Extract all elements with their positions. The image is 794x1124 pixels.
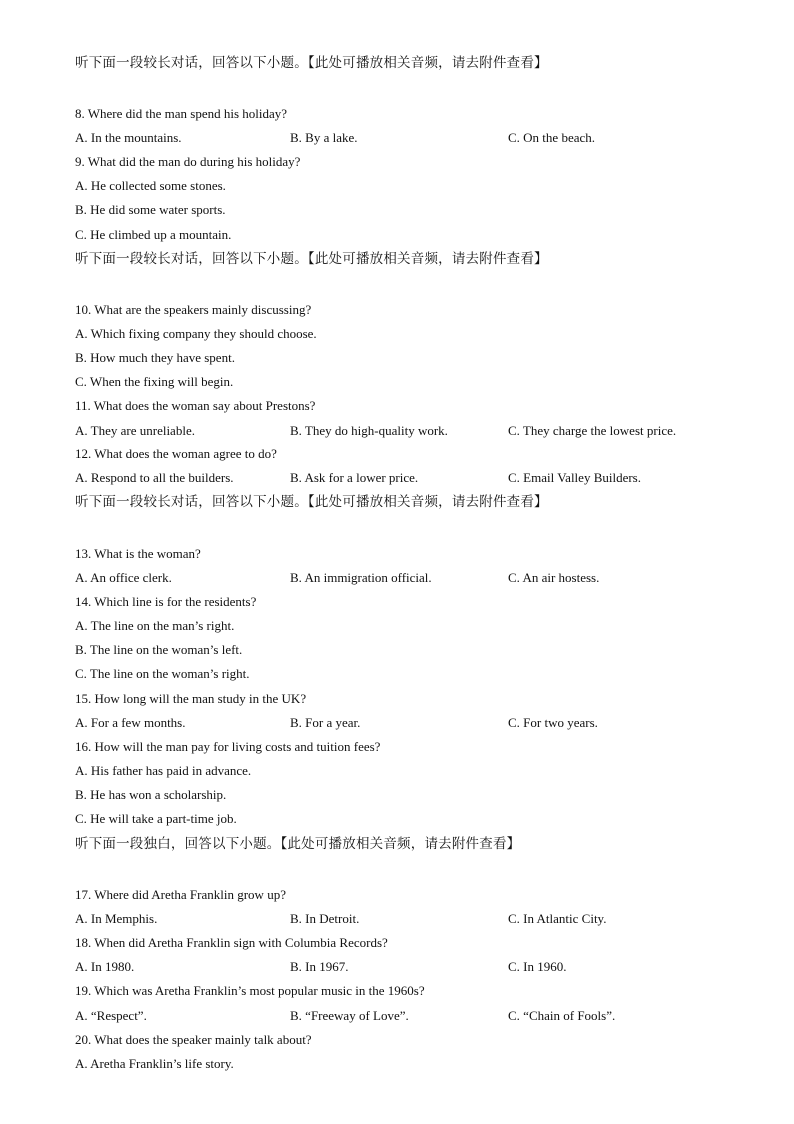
option-b: B. He has won a scholarship. (75, 787, 227, 802)
option-c: C. The line on the woman’s right. (75, 666, 250, 681)
option-a: A. “Respect”. (75, 1008, 147, 1023)
question-stem: 20. What does the speaker mainly talk about? (75, 1032, 312, 1047)
option-c: C. He climbed up a mountain. (75, 227, 232, 242)
option-c: C. An air hostess. (508, 570, 600, 585)
question-stem: 13. What is the woman? (75, 546, 201, 561)
option-a: A. In 1980. (75, 959, 135, 974)
option-a: A. In the mountains. (75, 130, 182, 145)
option-a: A. The line on the man’s right. (75, 618, 235, 633)
option-a: A. In Memphis. (75, 911, 158, 926)
option-b: B. An immigration official. (290, 570, 432, 585)
option-a: A. Respond to all the builders. (75, 470, 234, 485)
option-b: B. He did some water sports. (75, 202, 226, 217)
option-a: A. His father has paid in advance. (75, 763, 252, 778)
option-b: B. In 1967. (290, 959, 349, 974)
option-b: B. For a year. (290, 715, 361, 730)
option-a: A. For a few months. (75, 715, 186, 730)
option-c: C. In Atlantic City. (508, 911, 607, 926)
option-c: C. Email Valley Builders. (508, 470, 641, 485)
section-instruction: 听下面一段较长对话，回答以下小题。【此处可播放相关音频，请去附件查看】 (75, 494, 548, 510)
option-b: B. By a lake. (290, 130, 358, 145)
question-stem: 17. Where did Aretha Franklin grow up? (75, 887, 286, 902)
option-b: B. “Freeway of Love”. (290, 1008, 409, 1023)
option-c: C. For two years. (508, 715, 598, 730)
question-stem: 8. Where did the man spend his holiday? (75, 106, 288, 121)
option-c: C. He will take a part-time job. (75, 811, 237, 826)
option-c: C. “Chain of Fools”. (508, 1008, 616, 1023)
option-a: A. An office clerk. (75, 570, 172, 585)
option-b: B. The line on the woman’s left. (75, 642, 243, 657)
option-c: C. On the beach. (508, 130, 596, 145)
question-stem: 19. Which was Aretha Franklin’s most popular music in the 1960s? (75, 983, 425, 998)
option-b: B. They do high-quality work. (290, 423, 448, 438)
question-stem: 15. How long will the man study in the UK? (75, 691, 307, 706)
question-stem: 12. What does the woman agree to do? (75, 446, 277, 461)
section-instruction: 听下面一段独白，回答以下小题。【此处可播放相关音频，请去附件查看】 (75, 836, 521, 852)
option-a: A. He collected some stones. (75, 178, 226, 193)
question-stem: 10. What are the speakers mainly discussing? (75, 302, 312, 317)
question-stem: 9. What did the man do during his holiday? (75, 154, 301, 169)
option-a: A. They are unreliable. (75, 423, 195, 438)
option-b: B. How much they have spent. (75, 350, 235, 365)
option-b: B. Ask for a lower price. (290, 470, 419, 485)
question-stem: 14. Which line is for the residents? (75, 594, 257, 609)
option-c: C. They charge the lowest price. (508, 423, 677, 438)
option-a: A. Aretha Franklin’s life story. (75, 1056, 234, 1071)
question-stem: 11. What does the woman say about Prestons? (75, 398, 316, 413)
section-instruction: 听下面一段较长对话，回答以下小题。【此处可播放相关音频，请去附件查看】 (75, 251, 548, 267)
section-instruction: 听下面一段较长对话，回答以下小题。【此处可播放相关音频，请去附件查看】 (75, 55, 548, 71)
question-stem: 16. How will the man pay for living costs and tuition fees? (75, 739, 381, 754)
option-c: C. When the fixing will begin. (75, 374, 234, 389)
option-a: A. Which fixing company they should choose. (75, 326, 317, 341)
option-b: B. In Detroit. (290, 911, 360, 926)
question-stem: 18. When did Aretha Franklin sign with Columbia Records? (75, 935, 388, 950)
option-c: C. In 1960. (508, 959, 567, 974)
